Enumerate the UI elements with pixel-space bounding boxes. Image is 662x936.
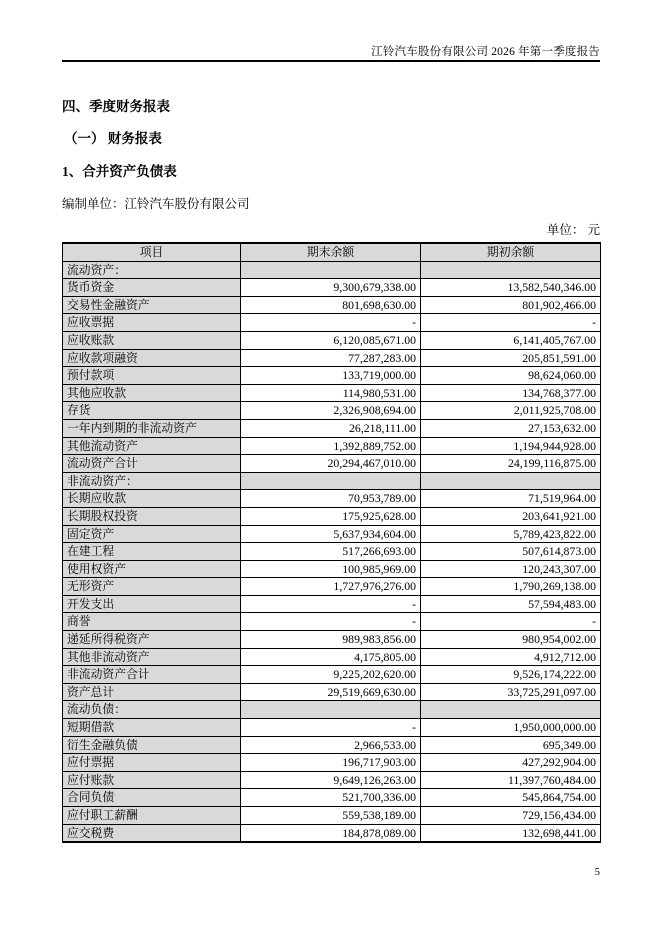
unit-label: 单位： 元	[546, 223, 600, 237]
ending-balance-cell: 9,300,679,338.00	[241, 279, 421, 297]
item-label-cell: 存货	[63, 402, 241, 420]
item-label-cell: 长期股权投资	[63, 507, 241, 525]
item-label-cell: 资产总计	[63, 683, 241, 701]
beginning-balance-cell: 729,156,434.00	[421, 807, 601, 825]
table-row	[63, 578, 601, 596]
beginning-balance-cell: 1,790,269,138.00	[421, 578, 601, 596]
ending-balance-cell: 2,966,533.00	[241, 736, 421, 754]
item-label-cell: 固定资产	[63, 525, 241, 543]
beginning-balance-cell: 695,349.00	[421, 736, 601, 754]
item-label-cell: 应收账款	[63, 331, 241, 349]
ending-balance-cell: -	[241, 314, 421, 332]
ending-balance-cell: 77,287,283.00	[241, 349, 421, 367]
beginning-balance-cell: 545,864,754.00	[421, 789, 601, 807]
item-label-cell: 一年内到期的非流动资产	[63, 419, 241, 437]
balance-sheet-body	[63, 261, 601, 842]
ending-balance-cell	[241, 472, 421, 490]
item-label-cell: 长期应收款	[63, 490, 241, 508]
ending-balance-cell: 175,925,628.00	[241, 507, 421, 525]
beginning-balance-cell: 203,641,921.00	[421, 507, 601, 525]
beginning-balance-cell	[421, 261, 601, 279]
section-row	[63, 261, 601, 279]
ending-balance-cell: 20,294,467,010.00	[241, 455, 421, 473]
item-label-cell: 递延所得税资产	[63, 631, 241, 649]
item-label-cell: 其他非流动资产	[63, 648, 241, 666]
item-label-cell: 应收票据	[63, 314, 241, 332]
beginning-balance-cell: 9,526,174,222.00	[421, 666, 601, 684]
beginning-balance-cell: 134,768,377.00	[421, 384, 601, 402]
table-row	[63, 771, 601, 789]
item-label-cell: 应收款项融资	[63, 349, 241, 367]
table-row	[63, 455, 601, 473]
beginning-balance-cell: 5,789,423,822.00	[421, 525, 601, 543]
table-row	[63, 490, 601, 508]
table-row	[63, 807, 601, 825]
beginning-balance-cell: 71,519,964.00	[421, 490, 601, 508]
ending-balance-cell: 196,717,903.00	[241, 754, 421, 772]
ending-balance-cell: 70,953,789.00	[241, 490, 421, 508]
table-row	[63, 824, 601, 842]
table-row	[63, 349, 601, 367]
ending-balance-cell: 133,719,000.00	[241, 367, 421, 385]
ending-balance-cell: 517,266,693.00	[241, 543, 421, 561]
page-number: 5	[594, 867, 600, 878]
beginning-balance-cell: 27,153,632.00	[421, 419, 601, 437]
item-label-cell: 应交税费	[63, 824, 241, 842]
item-label-cell: 应付账款	[63, 771, 241, 789]
item-label-cell: 开发支出	[63, 595, 241, 613]
table-row	[63, 314, 601, 332]
beginning-balance-cell: 33,725,291,097.00	[421, 683, 601, 701]
table-row	[63, 279, 601, 297]
item-label-cell: 应付职工薪酬	[63, 807, 241, 825]
ending-balance-cell: 1,392,889,752.00	[241, 437, 421, 455]
ending-balance-cell: 26,218,111.00	[241, 419, 421, 437]
beginning-balance-cell	[421, 472, 601, 490]
ending-balance-cell: 521,700,336.00	[241, 789, 421, 807]
ending-balance-cell: -	[241, 595, 421, 613]
item-label-cell: 其他应收款	[63, 384, 241, 402]
table-row	[63, 754, 601, 772]
beginning-balance-cell: 132,698,441.00	[421, 824, 601, 842]
table-row	[63, 648, 601, 666]
ending-balance-cell: 9,225,202,620.00	[241, 666, 421, 684]
beginning-balance-cell: 205,851,591.00	[421, 349, 601, 367]
ending-balance-cell: 989,983,856.00	[241, 631, 421, 649]
beginning-balance-cell: 4,912,712.00	[421, 648, 601, 666]
beginning-balance-cell: 1,950,000,000.00	[421, 719, 601, 737]
ending-balance-cell: -	[241, 613, 421, 631]
beginning-balance-cell	[421, 701, 601, 719]
item-label-cell: 其他流动资产	[63, 437, 241, 455]
beginning-balance-cell: -	[421, 613, 601, 631]
table-row	[63, 789, 601, 807]
beginning-balance-cell: 507,614,873.00	[421, 543, 601, 561]
item-label-cell: 货币资金	[63, 279, 241, 297]
item-label-cell: 商誉	[63, 613, 241, 631]
column-header-item: 项目	[63, 243, 241, 261]
subsection-heading: （一） 财务报表	[64, 131, 162, 146]
prepared-by-line: 编制单位：江铃汽车股份有限公司	[62, 197, 250, 211]
table-row	[63, 631, 601, 649]
ending-balance-cell: 29,519,669,630.00	[241, 683, 421, 701]
table-row	[63, 296, 601, 314]
ending-balance-cell: 5,637,934,604.00	[241, 525, 421, 543]
statement-heading: 1、合并资产负债表	[62, 164, 177, 179]
beginning-balance-cell: 13,582,540,346.00	[421, 279, 601, 297]
beginning-balance-cell: 11,397,760,484.00	[421, 771, 601, 789]
header-rule	[62, 60, 600, 62]
item-label-cell: 非流动资产：	[63, 472, 241, 490]
ending-balance-cell	[241, 701, 421, 719]
item-label-cell: 短期借款	[63, 719, 241, 737]
ending-balance-cell: 1,727,976,276.00	[241, 578, 421, 596]
item-label-cell: 衍生金融负债	[63, 736, 241, 754]
table-row	[63, 507, 601, 525]
section-row	[63, 701, 601, 719]
beginning-balance-cell: 980,954,002.00	[421, 631, 601, 649]
ending-balance-cell: 801,698,630.00	[241, 296, 421, 314]
column-header-ending-balance: 期末余额	[241, 243, 421, 261]
section-heading: 四、季度财务报表	[62, 99, 170, 114]
table-row	[63, 736, 601, 754]
beginning-balance-cell: 801,902,466.00	[421, 296, 601, 314]
table-row	[63, 719, 601, 737]
column-header-beginning-balance: 期初余额	[421, 243, 601, 261]
item-label-cell: 流动负债：	[63, 701, 241, 719]
ending-balance-cell: 4,175,805.00	[241, 648, 421, 666]
table-row	[63, 613, 601, 631]
table-row	[63, 419, 601, 437]
table-row	[63, 666, 601, 684]
item-label-cell: 在建工程	[63, 543, 241, 561]
beginning-balance-cell: 120,243,307.00	[421, 560, 601, 578]
ending-balance-cell: 9,649,126,263.00	[241, 771, 421, 789]
beginning-balance-cell: -	[421, 314, 601, 332]
table-row	[63, 525, 601, 543]
table-row	[63, 384, 601, 402]
table-row	[63, 331, 601, 349]
item-label-cell: 流动资产合计	[63, 455, 241, 473]
section-row	[63, 472, 601, 490]
ending-balance-cell: 559,538,189.00	[241, 807, 421, 825]
item-label-cell: 交易性金融资产	[63, 296, 241, 314]
table-header-row	[63, 243, 601, 261]
item-label-cell: 流动资产：	[63, 261, 241, 279]
ending-balance-cell: -	[241, 719, 421, 737]
table-row	[63, 560, 601, 578]
beginning-balance-cell: 98,624,060.00	[421, 367, 601, 385]
ending-balance-cell: 6,120,085,671.00	[241, 331, 421, 349]
balance-sheet-table	[62, 242, 601, 843]
beginning-balance-cell: 6,141,405,767.00	[421, 331, 601, 349]
table-row	[63, 437, 601, 455]
ending-balance-cell: 184,878,089.00	[241, 824, 421, 842]
beginning-balance-cell: 57,594,483.00	[421, 595, 601, 613]
beginning-balance-cell: 1,194,944,928.00	[421, 437, 601, 455]
beginning-balance-cell: 24,199,116,875.00	[421, 455, 601, 473]
ending-balance-cell: 114,980,531.00	[241, 384, 421, 402]
item-label-cell: 应付票据	[63, 754, 241, 772]
table-row	[63, 683, 601, 701]
item-label-cell: 合同负债	[63, 789, 241, 807]
item-label-cell: 使用权资产	[63, 560, 241, 578]
ending-balance-cell: 100,985,969.00	[241, 560, 421, 578]
table-row	[63, 402, 601, 420]
table-row	[63, 595, 601, 613]
running-header-title: 江铃汽车股份有限公司 2026 年第一季度报告	[371, 46, 600, 58]
item-label-cell: 预付款项	[63, 367, 241, 385]
table-row	[63, 367, 601, 385]
ending-balance-cell	[241, 261, 421, 279]
item-label-cell: 非流动资产合计	[63, 666, 241, 684]
table-row	[63, 543, 601, 561]
ending-balance-cell: 2,326,908,694.00	[241, 402, 421, 420]
beginning-balance-cell: 427,292,904.00	[421, 754, 601, 772]
item-label-cell: 无形资产	[63, 578, 241, 596]
beginning-balance-cell: 2,011,925,708.00	[421, 402, 601, 420]
